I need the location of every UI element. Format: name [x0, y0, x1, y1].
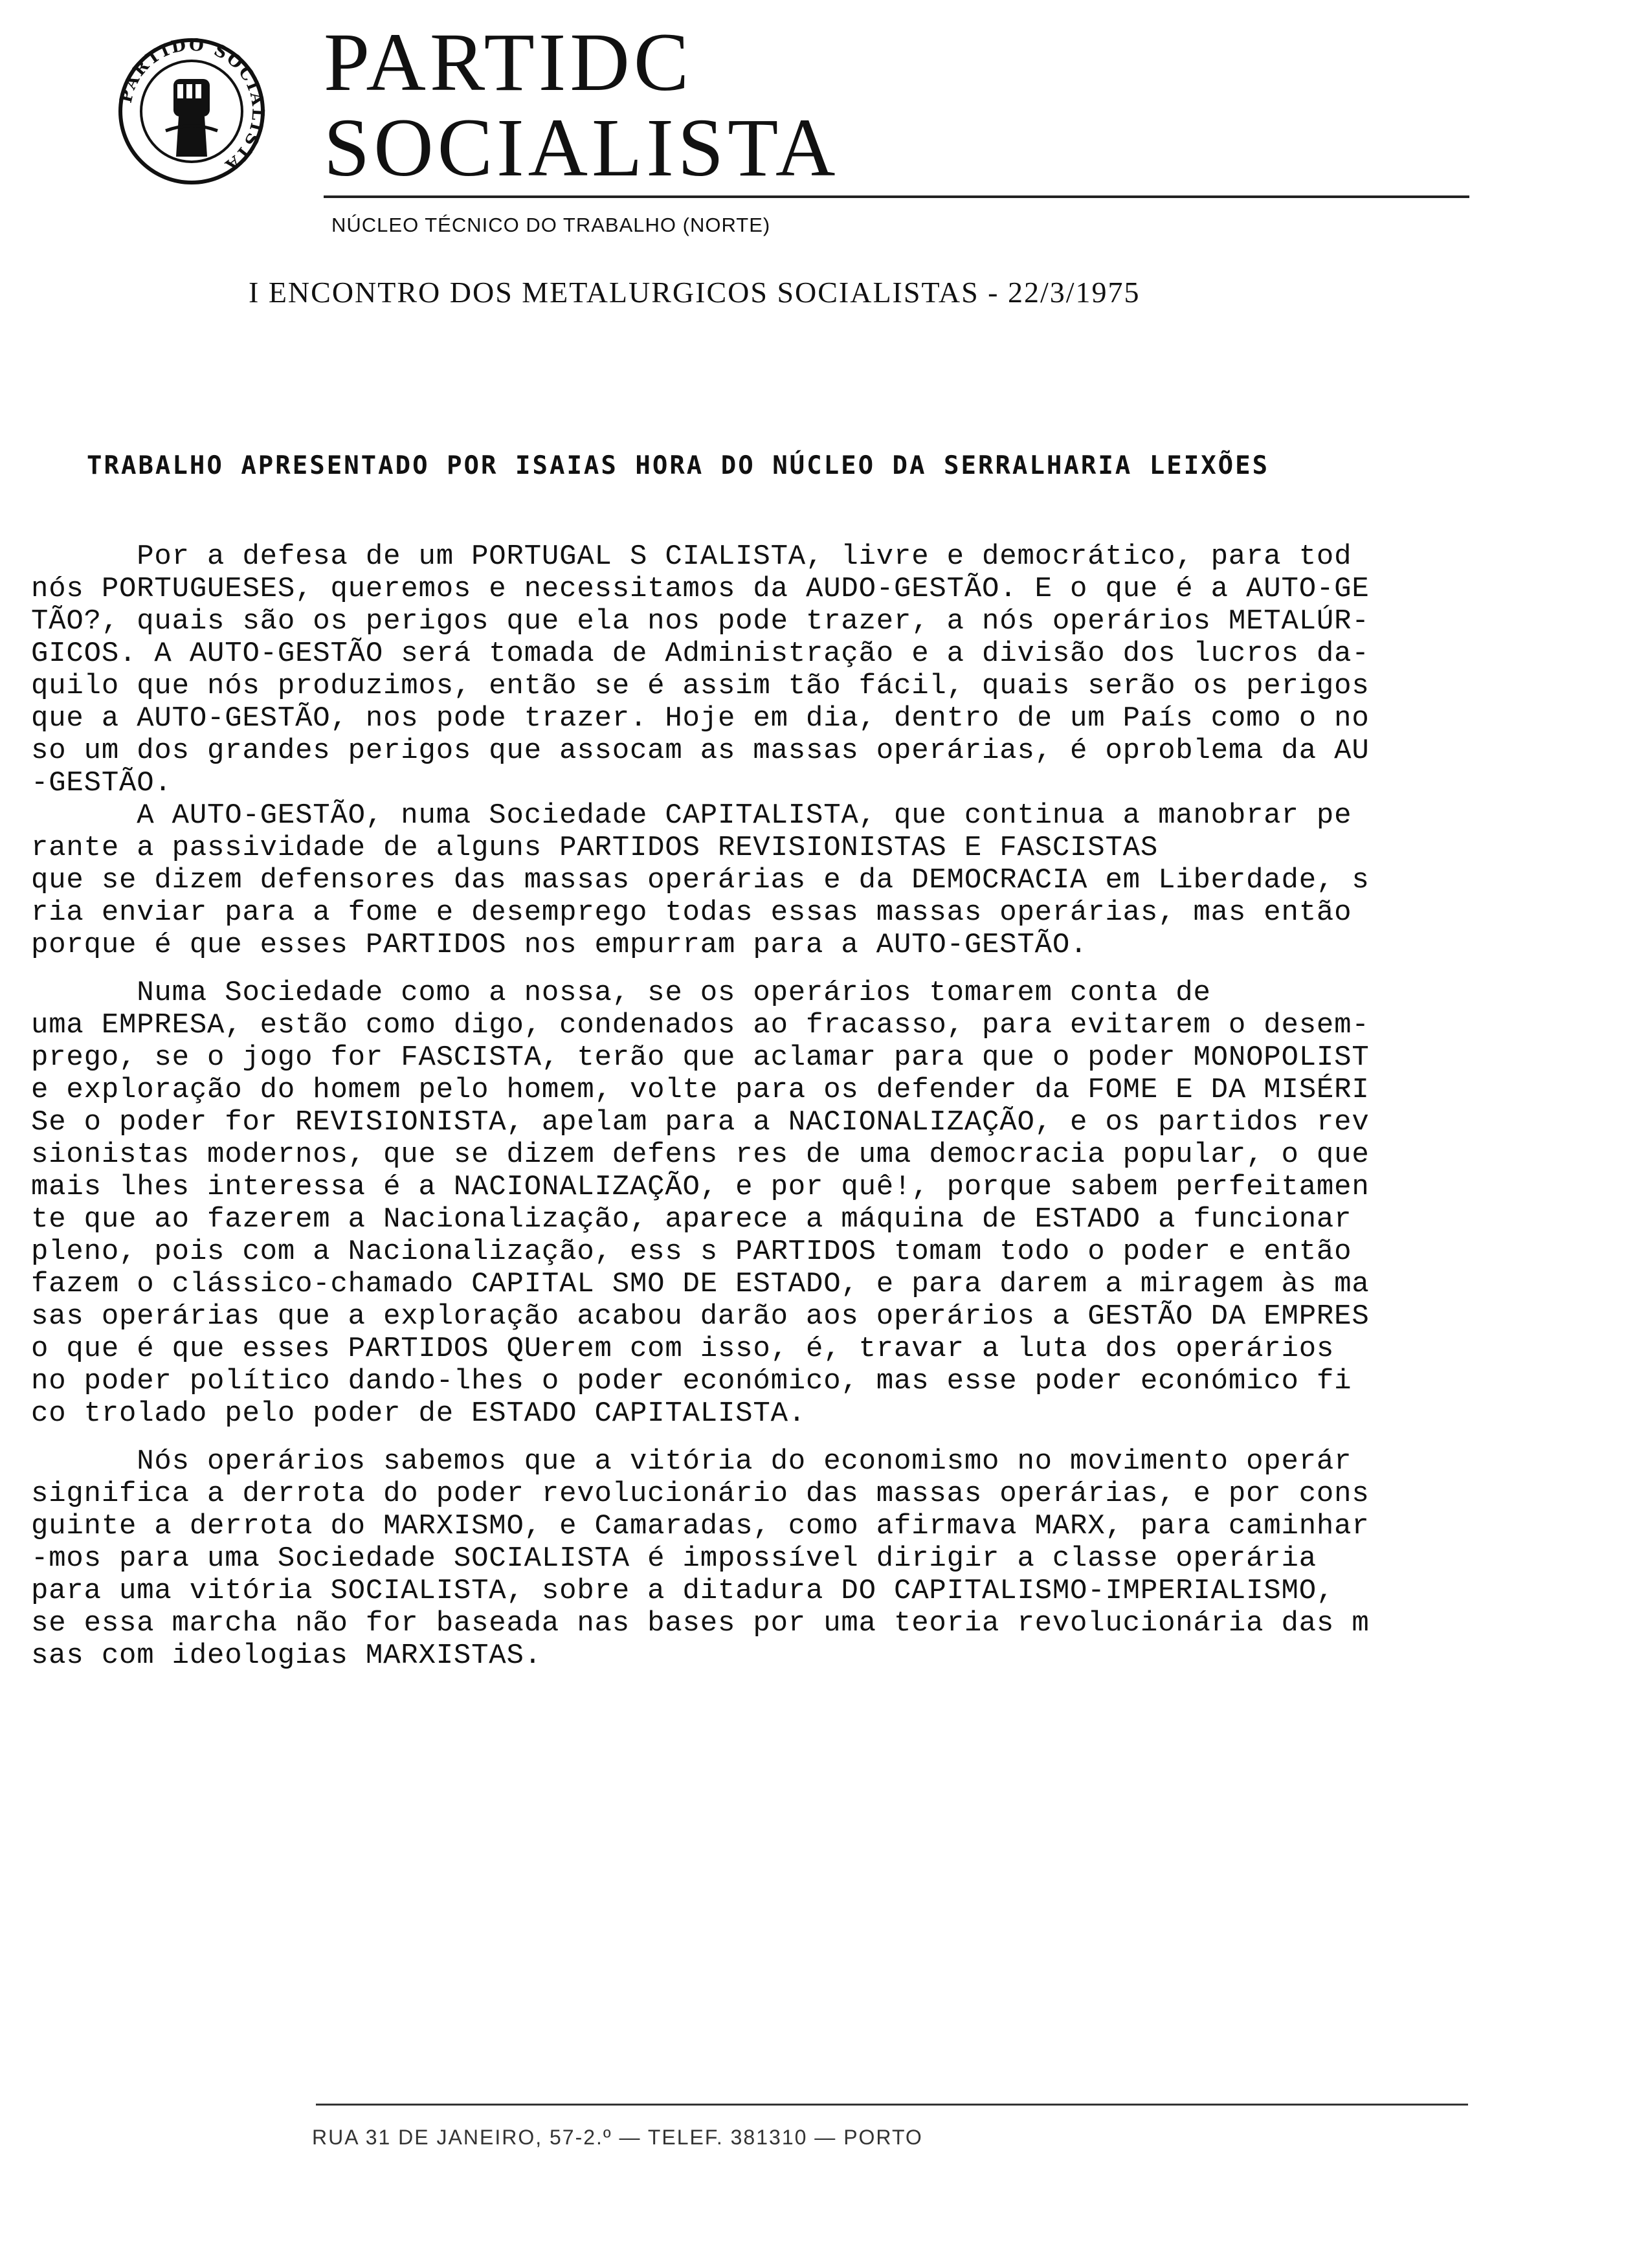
text-line: quilo que nós produzimos, então se é assim tão fácil, quais serão os perigos — [31, 670, 1370, 702]
party-seal-icon — [114, 34, 269, 189]
text-line: fazem o clássico-chamado CAPITAL SMO DE ESTADO, e para darem a miragem às ma — [31, 1268, 1370, 1300]
text-line: o que é que esses PARTIDOS QUerem com isso, é, travar a luta dos operários — [31, 1333, 1335, 1365]
text-line: e exploração do homem pelo homem, volte para os defender da FOME E DA MISÉRI — [31, 1074, 1370, 1106]
nucleo-label: NÚCLEO TÉCNICO DO TRABALHO (NORTE) — [331, 214, 771, 236]
footer-divider — [316, 2104, 1468, 2106]
text-line: nós PORTUGUESES, queremos e necessitamos da AUDO-GESTÃO. E o que é a AUTO-GE — [31, 573, 1370, 605]
text-line: mais lhes interessa é a NACIONALIZAÇÃO, e por quê!, porque sabem perfeitamen — [31, 1171, 1370, 1203]
text-line: Se o poder for REVISIONISTA, apelam para a NACIONALIZAÇÃO, e os partidos rev — [31, 1106, 1370, 1139]
text-line: sionistas modernos, que se dizem defens res de uma democracia popular, o que — [31, 1139, 1370, 1171]
paragraph-gap — [31, 961, 1572, 977]
text-line: Por a defesa de um PORTUGAL S CIALISTA, livre e democrático, para tod — [31, 540, 1352, 573]
paragraph-3 — [31, 977, 1572, 1430]
text-line: se essa marcha não for baseada nas bases por uma teoria revolucionária das m — [31, 1607, 1370, 1640]
text-line: guinte a derrota do MARXISMO, e Camaradas, como afirmava MARX, para caminhar — [31, 1510, 1370, 1542]
text-line: -GESTÃO. — [31, 767, 172, 799]
text-line: te que ao fazerem a Nacionalização, aparece a máquina de ESTADO a funcionar — [31, 1203, 1352, 1236]
text-line: que se dizem defensores das massas operárias e da DEMOCRACIA em Liberdade, s — [31, 864, 1370, 896]
party-name-line-2: SOCIALISTA — [324, 102, 840, 194]
text-line: uma EMPRESA, estão como digo, condenados ao fracasso, para evitarem o desem- — [31, 1009, 1370, 1041]
text-line: ria enviar para a fome e desemprego todas essas massas operárias, mas então — [31, 896, 1352, 929]
party-name — [324, 16, 840, 194]
text-line: rante a passividade de alguns PARTIDOS REVISIONISTAS E FASCISTAS — [31, 832, 1159, 864]
text-line: A AUTO-GESTÃO, numa Sociedade CAPITALISTA, que continua a manobrar pe — [31, 799, 1352, 832]
paragraph-2 — [31, 799, 1572, 961]
paragraph-gap — [31, 1430, 1572, 1445]
event-title: I ENCONTRO DOS METALURGICOS SOCIALISTAS - 22/3/1975 — [249, 276, 1141, 309]
document-body — [31, 540, 1572, 1672]
party-name-line-1: PARTIDC — [324, 16, 693, 108]
text-line: pleno, pois com a Nacionalização, ess s PARTIDOS tomam todo o poder e então — [31, 1236, 1352, 1268]
paragraph-1 — [31, 540, 1572, 799]
text-line: Numa Sociedade como a nossa, se os operários tomarem conta de — [31, 977, 1211, 1009]
text-line: no poder político dando-lhes o poder económico, mas esse poder económico fi — [31, 1365, 1352, 1397]
text-line: sas operárias que a exploração acabou darão aos operários a GESTÃO DA EMPRES — [31, 1300, 1370, 1333]
text-line: GICOS. A AUTO-GESTÃO será tomada de Administração e a divisão dos lucros da- — [31, 638, 1370, 670]
text-line: para uma vitória SOCIALISTA, sobre a ditadura DO CAPITALISMO-IMPERIALISMO, — [31, 1575, 1335, 1607]
footer-address: RUA 31 DE JANEIRO, 57-2.º — TELEF. 381310 — PORTO — [312, 2126, 923, 2149]
text-line: prego, se o jogo for FASCISTA, terão que aclamar para que o poder MONOPOLIST — [31, 1041, 1370, 1074]
text-line: TÃO?, quais são os perigos que ela nos pode trazer, a nós operários METALÚR- — [31, 605, 1370, 638]
header-divider — [324, 195, 1469, 198]
text-line: so um dos grandes perigos que assocam as massas operárias, é oproblema da AU — [31, 735, 1370, 767]
document-subtitle: TRABALHO APRESENTADO POR ISAIAS HORA DO NÚCLEO DA SERRALHARIA LEIXÕES — [87, 451, 1270, 480]
paragraph-4 — [31, 1445, 1572, 1672]
text-line: significa a derrota do poder revolucionário das massas operárias, e por cons — [31, 1478, 1370, 1510]
text-line: Nós operários sabemos que a vitória do economismo no movimento operár — [31, 1445, 1352, 1478]
text-line: sas com ideologias MARXISTAS. — [31, 1640, 542, 1672]
text-line: -mos para uma Sociedade SOCIALISTA é impossível dirigir a classe operária — [31, 1542, 1317, 1575]
svg-text:PARTIDO SOCIALISTA: PARTIDO SOCIALISTA — [116, 35, 268, 176]
text-line: co trolado pelo poder de ESTADO CAPITALISTA. — [31, 1397, 806, 1430]
text-line: que a AUTO-GESTÃO, nos pode trazer. Hoje em dia, dentro de um País como o no — [31, 702, 1370, 735]
text-line: porque é que esses PARTIDOS nos empurram para a AUTO-GESTÃO. — [31, 929, 1088, 961]
